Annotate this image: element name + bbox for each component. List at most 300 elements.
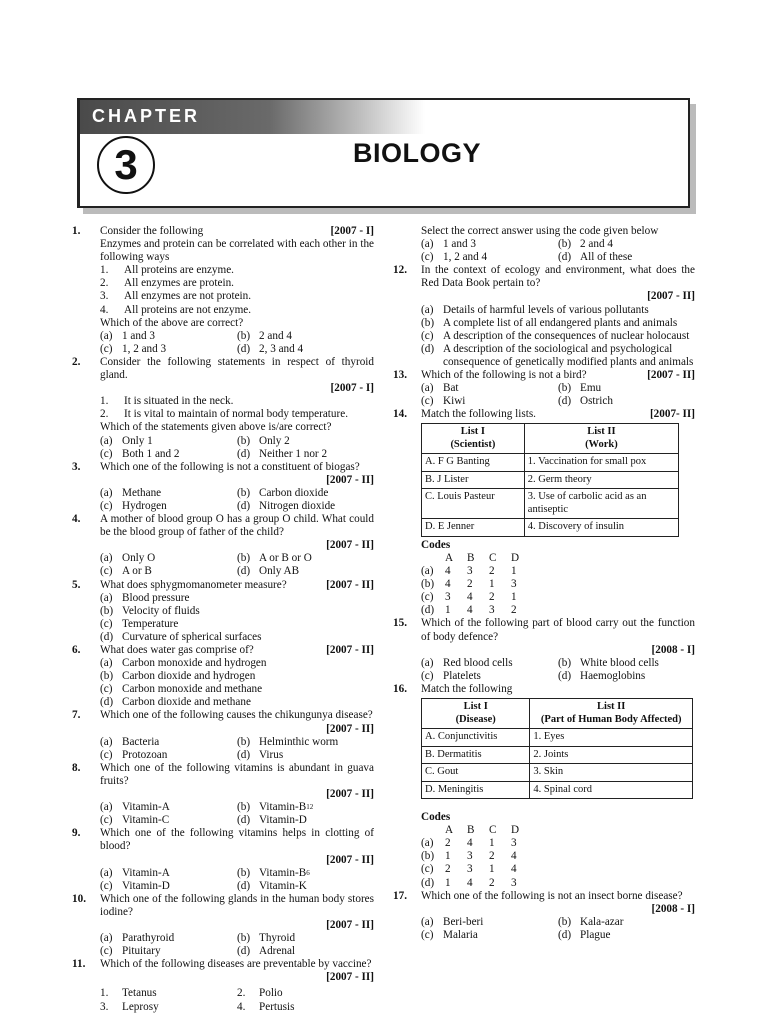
codes-cell: (d): [421, 604, 435, 617]
question-number: 16.: [393, 682, 407, 695]
statement-text: All enzymes are protein.: [124, 277, 234, 290]
codes-cell: 2: [467, 578, 473, 591]
option: [100, 945, 237, 958]
statement-number: 2.: [100, 277, 109, 290]
statement-list: [100, 264, 374, 316]
option: [100, 867, 237, 880]
codes-cell: 2: [445, 863, 451, 876]
option-text: All of these: [580, 251, 633, 264]
question: [393, 369, 695, 408]
question-number: 1.: [72, 225, 81, 237]
option: [421, 395, 558, 408]
question-text: Which of the following part of blood carry out the function of body defence?: [421, 617, 695, 643]
table-header-title: List II: [597, 701, 626, 713]
question-stem-row: [421, 408, 695, 421]
table-row: [422, 489, 679, 519]
option-label: (a): [421, 382, 434, 395]
options-grid: [100, 987, 374, 1013]
question-text: In the context of ecology and environment, what does the Red Data Book pertain to?: [421, 264, 695, 290]
option: [421, 304, 695, 317]
question: [72, 513, 374, 578]
option-text: Parathyroid: [122, 932, 175, 945]
table-cell: 2. Germ theory: [524, 471, 678, 489]
option-text: Nitrogen dioxide: [259, 499, 336, 512]
option-label: (b): [237, 486, 251, 499]
codes-header: D: [511, 552, 520, 564]
option-label: (c): [421, 928, 434, 941]
option: [237, 565, 374, 578]
year-tag: [2007 - II]: [326, 539, 374, 552]
option: [558, 916, 695, 929]
option-label: (b): [237, 434, 251, 447]
match-table: [421, 698, 693, 799]
option-text: Helminthic worm: [259, 735, 339, 748]
option: [421, 670, 558, 683]
codes-cell: (b): [421, 850, 435, 863]
codes-cell: 4: [445, 565, 451, 578]
question-intro: Enzymes and protein can be correlated with each other in the following ways: [100, 238, 374, 264]
codes-header: B: [467, 552, 475, 564]
option-subscript: 6: [306, 868, 310, 877]
question-text: Match the following: [421, 682, 513, 695]
question-number: 4.: [72, 513, 81, 526]
option: [558, 395, 695, 408]
codes-cell: 4: [467, 604, 473, 617]
left-column: [72, 225, 374, 1014]
table-row: [422, 729, 693, 747]
question: [393, 264, 695, 369]
option-text: Ostrich: [580, 395, 613, 408]
option-label: (d): [558, 395, 572, 408]
option: [100, 736, 237, 749]
question-number: 12.: [393, 264, 407, 277]
option: [421, 251, 558, 264]
question-number: 9.: [72, 827, 81, 840]
option-label: (c): [100, 617, 113, 630]
option-subscript: 12: [306, 803, 314, 812]
table-row: [422, 519, 679, 537]
year-tag: [2007 - II]: [326, 578, 374, 591]
option-text: A or B or O: [259, 552, 312, 565]
option-text: A complete list of all endangered plants and animals: [443, 316, 678, 329]
question-number: 15.: [393, 617, 407, 630]
option-text: Kiwi: [443, 395, 466, 408]
question-number: 10.: [72, 892, 86, 905]
question-stem-row: [100, 225, 374, 238]
option-text: Carbon monoxide and hydrogen: [122, 657, 267, 670]
option-text: Protozoan: [122, 748, 168, 761]
option: [421, 657, 558, 670]
table-header-list1: [422, 699, 530, 729]
option-text: Vitamin-B: [259, 801, 307, 814]
option-label: (a): [100, 434, 113, 447]
option-label: (c): [100, 945, 113, 958]
option-label: (d): [237, 565, 251, 578]
option-label: (d): [421, 342, 435, 355]
table-cell: 1. Eyes: [530, 729, 693, 747]
option-text: 1 and 3: [122, 329, 155, 342]
question: [393, 617, 695, 682]
table-header-list2: [530, 699, 693, 729]
option: [237, 749, 374, 762]
option: [237, 987, 374, 1000]
option-label: (c): [100, 447, 113, 460]
codes-cell: 3: [467, 863, 473, 876]
codes-cell: 1: [489, 863, 495, 876]
codes-cell: 4: [511, 863, 517, 876]
option-label: (d): [237, 447, 251, 460]
option-text: A or B: [122, 565, 152, 578]
options-grid: [421, 657, 695, 683]
codes-header: A: [445, 552, 454, 564]
option: [100, 987, 237, 1000]
question-ask: Select the correct answer using the code given below: [421, 225, 659, 237]
option-label: 2.: [237, 987, 246, 1000]
year-tag: [2007 - II]: [326, 918, 374, 931]
option-text: Only 1: [122, 434, 153, 447]
question-ask: Which of the statements given above is/are correct?: [100, 421, 332, 434]
question-stem-row: [421, 369, 695, 382]
option-label: (a): [100, 801, 113, 814]
option: [100, 814, 237, 827]
option-label: (b): [558, 238, 572, 251]
options-grid: [100, 657, 374, 709]
codes-cell: 2: [511, 604, 517, 617]
table-row: [422, 781, 693, 799]
codes-header: B: [467, 824, 475, 837]
codes-cell: (c): [421, 863, 434, 876]
statement-number: 3.: [100, 290, 109, 303]
option-label: (d): [237, 342, 251, 355]
option-label: (b): [100, 670, 114, 683]
option-text: Both 1 and 2: [122, 447, 180, 460]
codes-cell: 2: [489, 876, 495, 889]
option: [237, 487, 374, 500]
codes-grid: [421, 552, 695, 617]
options-grid: [421, 382, 695, 408]
question-number: 13.: [393, 369, 407, 382]
option-text: Thyroid: [259, 932, 296, 945]
codes-cell: (b): [421, 578, 435, 591]
option: [421, 317, 695, 330]
option: [100, 448, 237, 461]
question-text: Which one of the following vitamins helps in clotting of blood?: [100, 827, 374, 853]
table-cell: 3. Skin: [530, 764, 693, 782]
table-cell: A. F G Banting: [422, 454, 525, 472]
question-ask: Which of the above are correct?: [100, 316, 244, 329]
option: [100, 932, 237, 945]
option-text: Vitamin-A: [122, 866, 170, 879]
options-grid: [100, 552, 374, 578]
option-text: Vitamin-B: [259, 866, 307, 879]
question-number: 6.: [72, 644, 81, 656]
question-text: What does sphygmomanometer measure?: [100, 578, 287, 591]
year-tag: [2008 - I]: [651, 902, 695, 915]
codes-cell: 2: [445, 837, 451, 850]
option-label: (d): [237, 748, 251, 761]
codes-cell: 4: [445, 578, 451, 591]
option-text: 1, 2 and 3: [122, 342, 167, 355]
option-label: (a): [100, 932, 113, 945]
option: [100, 670, 374, 683]
question-number: 8.: [72, 761, 81, 774]
codes-header: [421, 824, 445, 837]
option: [421, 929, 558, 942]
chapter-band: [80, 100, 425, 134]
right-column: [393, 225, 695, 942]
codes-label: Codes: [421, 811, 451, 824]
options-grid: [100, 867, 374, 893]
codes-cell: 3: [511, 876, 517, 889]
question: [72, 762, 374, 827]
question-number: 17.: [393, 889, 407, 902]
option: [558, 238, 695, 251]
option-label: (d): [558, 669, 572, 682]
option: [100, 880, 237, 893]
option: [100, 343, 237, 356]
option: [100, 435, 237, 448]
chapter-label: CHAPTER: [92, 106, 201, 126]
option-text: Bat: [443, 382, 459, 395]
codes-header: C: [489, 824, 497, 837]
codes-cell: (d): [421, 876, 435, 889]
option: [100, 500, 237, 513]
option-text: Red blood cells: [443, 656, 513, 669]
question-stem-row: [100, 644, 374, 657]
chapter-number-circle: [97, 136, 155, 194]
codes-header: [421, 552, 445, 565]
option: [100, 1001, 237, 1014]
question-continued: [393, 225, 695, 264]
table-header-list2: [524, 424, 678, 454]
option: [237, 343, 374, 356]
option: [100, 618, 374, 631]
table-cell: D. E Jenner: [422, 519, 525, 537]
option-label: (c): [100, 565, 113, 578]
table-header-subtitle: (Disease): [455, 713, 496, 725]
option: [237, 736, 374, 749]
option: [558, 670, 695, 683]
option-label: (c): [100, 683, 113, 696]
option-label: (b): [237, 801, 251, 814]
option-label: (c): [421, 395, 434, 408]
option: [100, 749, 237, 762]
table-cell: 4. Discovery of insulin: [524, 519, 678, 537]
table-row: [422, 454, 679, 472]
option-text: A description of the consequences of nuclear holocaust: [443, 329, 690, 342]
statement-number: 4.: [100, 303, 109, 316]
codes-cell: 3: [511, 578, 517, 591]
question-number: 3.: [72, 460, 81, 473]
option: [237, 945, 374, 958]
option-label: (d): [237, 814, 251, 827]
year-tag: [2007 - II]: [326, 644, 374, 656]
codes-cell: 3: [467, 850, 473, 863]
table-row: [422, 746, 693, 764]
codes-cell: 1: [511, 591, 517, 604]
codes-cell: 2: [489, 565, 495, 578]
option-text: Vitamin-C: [122, 814, 170, 827]
option-label: (c): [100, 814, 113, 827]
option-label: (c): [100, 499, 113, 512]
question-text: Consider the following: [100, 225, 204, 237]
year-tag: [2008 - I]: [651, 643, 695, 656]
option-text: 2 and 4: [580, 238, 613, 251]
year-tag: [2007 - II]: [326, 971, 374, 984]
option-text: Polio: [259, 987, 283, 1000]
option-label: (b): [237, 866, 251, 879]
options-grid: [421, 916, 695, 942]
codes-cell: 1: [489, 578, 495, 591]
option-text: Methane: [122, 486, 162, 499]
option: [421, 343, 695, 369]
question-text: Which of the following diseases are preventable by vaccine?: [100, 958, 372, 971]
option-label: (b): [421, 316, 435, 329]
option: [237, 801, 374, 814]
options-grid: [100, 487, 374, 513]
option: [237, 435, 374, 448]
question: [72, 579, 374, 644]
year-tag: [2007 - II]: [647, 290, 695, 303]
option-text: Only O: [122, 552, 156, 565]
statement-list: [100, 395, 374, 421]
option: [100, 657, 374, 670]
option-label: (c): [421, 251, 434, 264]
option-label: (d): [237, 945, 251, 958]
option-text: Beri-beri: [443, 915, 484, 928]
codes-cell: 2: [489, 591, 495, 604]
question-text: Which one of the following vitamins is abundant in guava fruits?: [100, 761, 374, 787]
option-label: (b): [558, 382, 572, 395]
option-label: (a): [421, 915, 434, 928]
table-header-row: [422, 699, 693, 729]
year-tag: [2007 - II]: [326, 722, 374, 735]
option-text: Plague: [580, 928, 611, 941]
option: [100, 330, 237, 343]
options-grid: [421, 238, 695, 264]
question: [72, 461, 374, 513]
option-text: Curvature of spherical surfaces: [122, 630, 262, 643]
statement-text: It is situated in the neck.: [124, 395, 234, 408]
codes-cell: 4: [511, 850, 517, 863]
table-cell: 3. Use of carbolic acid as an antiseptic: [524, 489, 678, 519]
option: [237, 932, 374, 945]
year-tag: [2007 - II]: [326, 473, 374, 486]
option: [100, 631, 374, 644]
table-cell: B. J Lister: [422, 471, 525, 489]
option: [558, 251, 695, 264]
question-text: Which one of the following causes the chikungunya disease?: [100, 709, 373, 722]
option: [421, 238, 558, 251]
codes-cell: 3: [511, 837, 517, 850]
option-label: 3.: [100, 1000, 109, 1013]
option: [100, 592, 374, 605]
statement-number: 2.: [100, 408, 109, 421]
option-label: (a): [100, 329, 113, 342]
option-label: (b): [558, 915, 572, 928]
option: [100, 605, 374, 618]
option-text: Kala-azar: [580, 915, 624, 928]
option-text: 1, 2 and 4: [443, 251, 488, 264]
codes-cell: 3: [445, 591, 451, 604]
option-text: Carbon monoxide and methane: [122, 683, 263, 696]
codes-header: C: [489, 552, 497, 564]
question-text: Match the following lists.: [421, 408, 536, 421]
options-grid: [100, 736, 374, 762]
option-label: (c): [100, 879, 113, 892]
year-tag: [2007 - II]: [647, 369, 695, 382]
table-cell: 2. Joints: [530, 746, 693, 764]
codes-cell: 4: [467, 876, 473, 889]
statement-text: All proteins are enzyme.: [124, 264, 234, 277]
codes-cell: 1: [511, 565, 517, 578]
table-row: [422, 764, 693, 782]
year-tag: [2007 - I]: [330, 382, 374, 395]
option-text: Vitamin-D: [259, 814, 307, 827]
option: [100, 552, 237, 565]
spacer: [421, 801, 695, 811]
options-grid: [100, 592, 374, 644]
option-label: (b): [237, 552, 251, 565]
option-label: (a): [100, 552, 113, 565]
option-text: Malaria: [443, 928, 478, 941]
question: [72, 827, 374, 892]
options-grid: [100, 932, 374, 958]
option-label: (a): [100, 866, 113, 879]
option: [237, 500, 374, 513]
codes-cell: (a): [421, 837, 434, 850]
page-title: BIOLOGY: [353, 138, 482, 168]
option: [100, 683, 374, 696]
option: [100, 801, 237, 814]
option-label: (a): [100, 486, 113, 499]
year-tag: [2007- II]: [649, 408, 695, 421]
year-tag: [2007 - II]: [326, 853, 374, 866]
table-header-title: List I: [463, 701, 488, 713]
codes-cell: 3: [489, 604, 495, 617]
question-text: Consider the following statements in respect of thyroid gland.: [100, 355, 374, 382]
option: [421, 330, 695, 343]
statement-number: 1.: [100, 395, 109, 408]
codes-cell: 2: [489, 850, 495, 863]
chapter-header: [77, 98, 690, 208]
statement-text: All enzymes are not protein.: [124, 290, 252, 303]
option-text: Vitamin-D: [122, 879, 170, 892]
question-stem-row: [100, 579, 374, 592]
table-cell: 4. Spinal cord: [530, 781, 693, 799]
option-text: Carbon dioxide and methane: [122, 696, 251, 709]
option-text: Leprosy: [122, 1000, 159, 1013]
option-text: 2 and 4: [259, 329, 292, 342]
question: [72, 644, 374, 709]
codes-label: Codes: [421, 538, 451, 551]
option-label: 1.: [100, 987, 109, 1000]
codes-header: A: [445, 824, 454, 837]
question-text: A mother of blood group O has a group O child. What could be the blood group of father of the child?: [100, 513, 374, 539]
option: [100, 487, 237, 500]
option-label: (a): [421, 238, 434, 251]
option-label: (d): [558, 928, 572, 941]
option-label: (a): [421, 303, 434, 316]
option-text: Bacteria: [122, 735, 160, 748]
statement-text: It is vital to maintain of normal body temperature.: [124, 408, 349, 421]
option-text: Haemoglobins: [580, 669, 646, 682]
question-text: Which one of the following is not an insect borne disease?: [421, 889, 683, 902]
option-text: Tetanus: [122, 987, 157, 1000]
option: [100, 565, 237, 578]
codes-cell: 1: [445, 876, 451, 889]
question: [72, 958, 374, 1013]
